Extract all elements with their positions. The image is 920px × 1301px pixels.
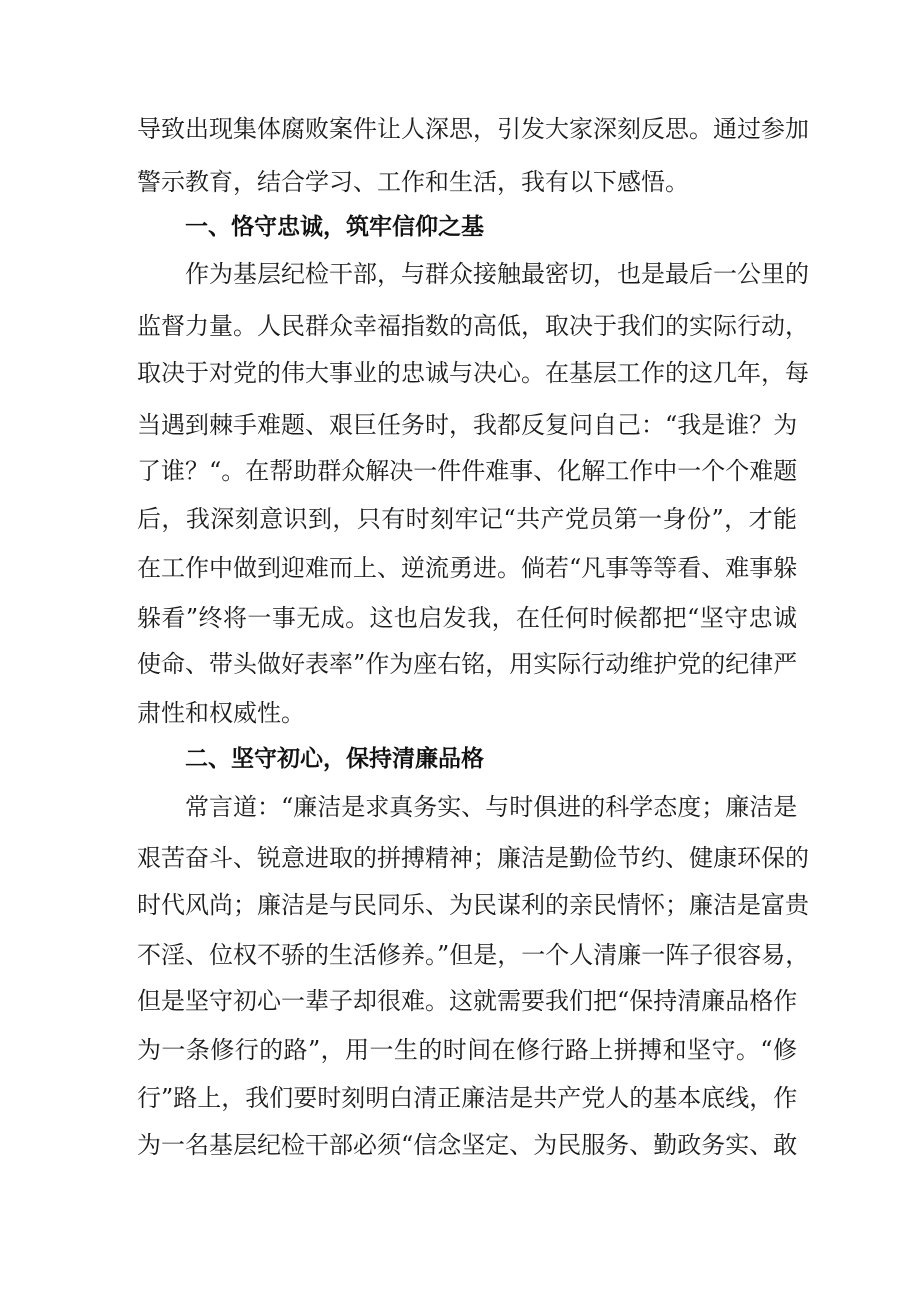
section-heading-1: 一、恪守忠诚，筑牢信仰之基 — [185, 214, 484, 240]
body-text-line: 躲看”终将一事无成。这也启发我，在任何时候都把“坚守忠诚 — [137, 604, 797, 632]
body-text-line: 但是坚守初心一辈子却很难。这就需要我们把“保持清廉品格作 — [137, 987, 798, 1015]
body-text-line: 后，我深刻意识到，只有时刻牢记“共产党员第一身份”，才能 — [137, 505, 797, 533]
body-text-line: 监督力量。人民群众幸福指数的高低，取决于我们的实际行动， — [137, 312, 809, 340]
body-text-line: 行”路上，我们要时刻明白清正廉洁是共产党人的基本底线，作 — [137, 1084, 798, 1112]
body-text-line: 作为基层纪检干部，与群众接触最密切，也是最后一公里的 — [185, 260, 809, 288]
body-text-line: 使命、带头做好表率”作为座右铭，用实际行动维护党的纪律严 — [137, 650, 798, 678]
body-text-line: 取决于对党的伟大事业的忠诚与决心。在基层工作的这几年，每 — [137, 359, 809, 387]
body-text-line: 不淫、位权不骄的生活修养。”但是，一个人清廉一阵子很容易， — [137, 941, 810, 969]
body-text-line: 警示教育，结合学习、工作和生活，我有以下感悟。 — [137, 168, 689, 196]
section-heading-2: 二、坚守初心，保持清廉品格 — [185, 746, 484, 772]
body-text-line: 为一名基层纪检干部必须“信念坚定、为民服务、勤政务实、敢 — [137, 1131, 798, 1159]
body-text-line: 时代风尚；廉洁是与民同乐、为民谋利的亲民情怀；廉洁是富贵 — [137, 891, 809, 919]
body-text-line: 了谁？“。在帮助群众解决一件件难事、化解工作中一个个难题 — [137, 457, 798, 485]
body-text-line: 导致出现集体腐败案件让人深思，引发大家深刻反思。通过参加 — [137, 115, 809, 143]
body-text-line: 肃性和权威性。 — [137, 699, 305, 727]
body-text-line: 当遇到棘手难题、艰巨任务时，我都反复问自己：“我是谁？为 — [137, 411, 798, 439]
body-text-line: 为一条修行的路”，用一生的时间在修行路上拼搏和坚守。“修 — [137, 1036, 797, 1064]
body-text-line: 在工作中做到迎难而上、逆流勇进。倘若“凡事等等看、难事躲 — [137, 554, 798, 582]
body-text-line: 常言道：“廉洁是求真务实、与时俱进的科学态度；廉洁是 — [185, 793, 798, 821]
body-text-line: 艰苦奋斗、锐意进取的拼搏精神；廉洁是勤俭节约、健康环保的 — [137, 844, 809, 872]
